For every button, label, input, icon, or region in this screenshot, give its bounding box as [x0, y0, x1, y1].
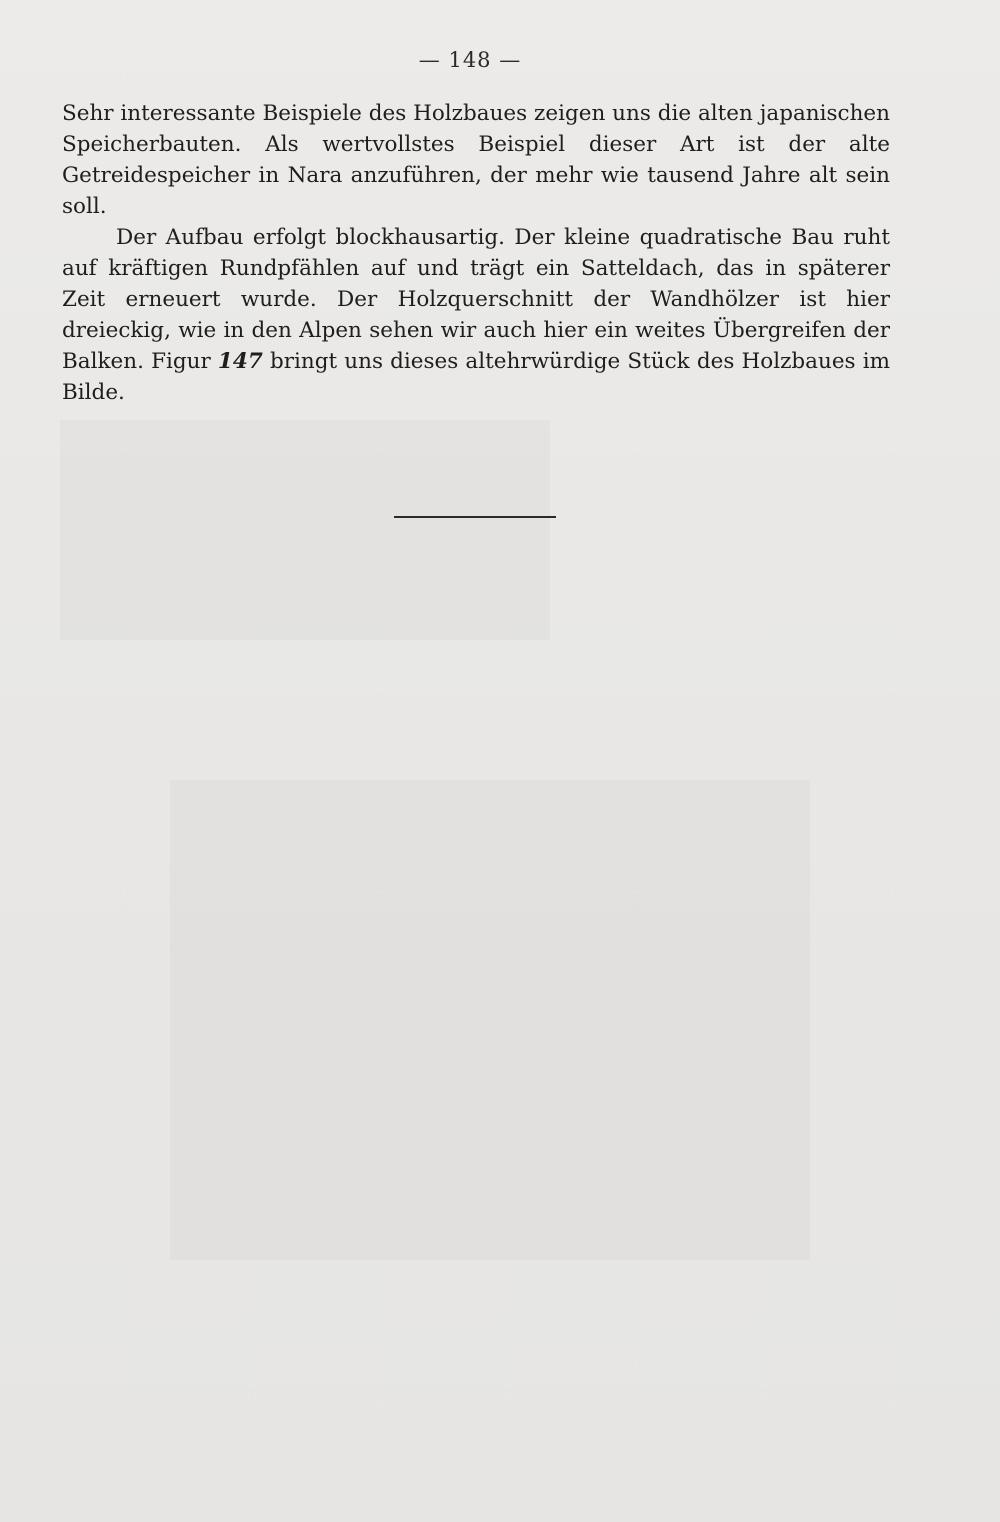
page-number: — 148 — [418, 48, 522, 72]
show-through-area-bottom [170, 780, 810, 1260]
paragraph-1-text: Sehr interessante Beispiele des Holzbaues zeigen uns die alten japanischen Speicherbauten. Als wertvollstes Beispiel dieser Art ist der alte Getreidespeicher in Nara anzuführen, der mehr wie tausend Jahre alt sein soll. [62, 101, 890, 219]
paragraph-2-text-before: Der Aufbau erfolgt blockhausartig. Der kleine quadratische Bau ruht auf kräftigen Rundpfählen auf und trägt ein Satteldach, das in späterer Zeit erneuert wurde. Der Holzquerschnitt der Wandhölzer ist hier dreieckig, wie in den Alpen sehen wir auch hier ein weites Übergreifen der Balken. Figur [62, 225, 890, 374]
show-through-area-top [60, 420, 550, 640]
body-text [62, 98, 890, 408]
figure-reference: 147 [217, 349, 263, 374]
paragraph-2-text-after: bringt uns dieses altehrwürdige Stück des Holzbaues im Bilde. [62, 349, 890, 405]
paragraph-1 [62, 98, 890, 222]
section-divider [394, 516, 556, 518]
paragraph-2 [62, 222, 890, 408]
